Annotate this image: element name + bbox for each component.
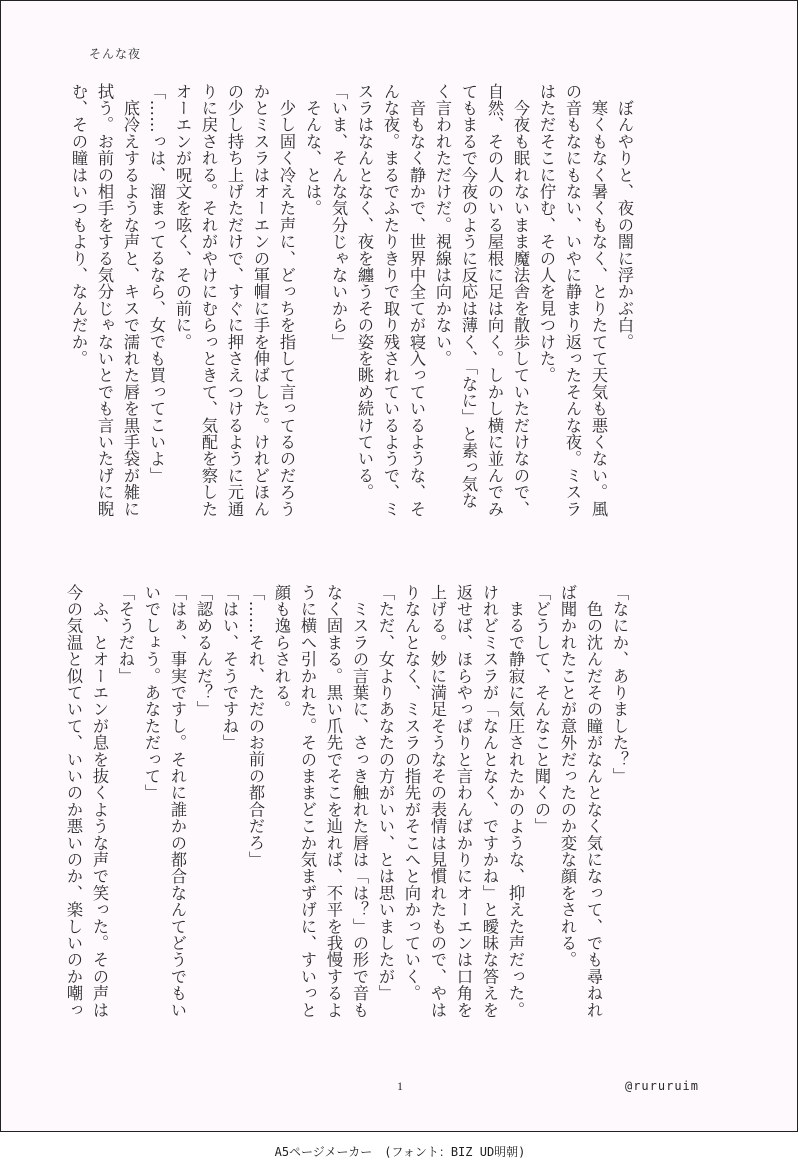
text-line: 「はぁ、事実ですし。それに誰かの都合なんてどうでもい xyxy=(168,584,187,1019)
text-line: スラはなんとなく、夜を纏うその姿を眺め続けている。 xyxy=(355,83,374,501)
text-line: の少し持ち上げただけで、すぐに押さえつけるように元通 xyxy=(225,83,244,518)
text-line: 色の沈んだその瞳がなんとなく気になって、でも尋ねれ xyxy=(584,584,603,1019)
text-line: そんな、とは。 xyxy=(303,83,322,217)
page-number: 1 xyxy=(397,1079,403,1093)
text-line: ば聞かれたことが意外だったのか変な顔をされる。 xyxy=(558,584,577,969)
text-block-bottom xyxy=(64,584,632,1049)
text-line: いでしょう。あなただって」 xyxy=(142,584,161,802)
text-line: む、その瞳はいつもより、なんだか。 xyxy=(69,83,88,367)
text-line: ぼんやりと、夜の闇に浮かぶ白。 xyxy=(615,83,634,351)
text-line: 「認めるんだ？」 xyxy=(194,584,213,718)
generator-caption: A5ページメーカー (フォント：BIZ UD明朝) xyxy=(274,1145,526,1159)
text-line: 自然、その人のいる屋根に足は向く。しかし横に並んでみ xyxy=(485,83,504,518)
text-line: 寒くもなく暑くもなく、とりたてて天気も悪くない。風 xyxy=(589,83,608,518)
text-line: 「……それ、ただのお前の都合だろ」 xyxy=(246,584,265,868)
text-line: 顔も逸らされる。 xyxy=(272,584,291,718)
text-line: オーエンが呪文を呟く、その前に。 xyxy=(173,83,192,351)
text-line: うに横へ引かれた。そのままどこか気まずげに、すいっと xyxy=(298,584,317,1019)
text-line: ミスラの言葉に、さっき触れた唇は「は？」の形で音も xyxy=(350,584,369,1019)
text-line: 底冷えするような声と、キスで濡れた唇を黒手袋が雑に xyxy=(121,83,140,518)
text-line: 「はい、そうですね」 xyxy=(220,584,239,751)
text-line: 上げる。妙に満足そうなその表情は見慣れたもので、やは xyxy=(428,584,447,1019)
text-block-top xyxy=(69,83,637,551)
text-line: 「ただ、女よりあなたの方がいい、とは思いましたが」 xyxy=(376,584,395,1002)
text-line: 拭う。お前の相手をする気分じゃないとでも言いたげに睨 xyxy=(95,83,114,518)
text-line: く言われただけだ。視線は向かない。 xyxy=(433,83,452,367)
text-line: てもまるで今夜のように反応は薄く、「なに」と素っ気な xyxy=(459,83,478,510)
text-line: 今夜も眠れないまま魔法舎を散歩していただけなので、 xyxy=(511,83,530,518)
text-line: けれどミスラが「なんとなく、ですかね」と曖昧な答えを xyxy=(480,584,499,1019)
text-line: りなんとなく、ミスラの指先がそこへと向かっていく。 xyxy=(402,584,421,1002)
text-line: 「いま、そんな気分じゃないから」 xyxy=(329,83,348,351)
text-line: ふ、とオーエンが息を抜くような声で笑った。その声は xyxy=(90,584,109,1019)
text-line: りに戻される。それがやけにむらっときて、気配を察した xyxy=(199,83,218,518)
text-line: 音もなく静かで、世界中全てが寝入っているような、そ xyxy=(407,83,426,518)
text-line: なく固まる。黒い爪先でそこを辿れば、不平を我慢するよ xyxy=(324,584,343,1019)
text-line: 「そうだね」 xyxy=(116,584,135,685)
author-handle: @rururuim xyxy=(624,1079,699,1093)
text-line: 「なにか、ありました？」 xyxy=(610,584,629,785)
text-line: 今の気温と似ていて、いいのか悪いのか、楽しいのか嘲っ xyxy=(64,584,83,1019)
text-line: 少し固く冷えた声に、どっちを指して言ってるのだろう xyxy=(277,83,296,518)
text-line: 「どうして、そんなこと聞くの」 xyxy=(532,584,551,835)
text-line: の音もなにもない、いやに静まり返ったそんな夜。ミスラ xyxy=(563,83,582,518)
text-line: かとミスラはオーエンの軍帽に手を伸ばした。けれどほん xyxy=(251,83,270,518)
text-line: 返せば、ほらやっぱりと言わんばかりにオーエンは口角を xyxy=(454,584,473,1019)
text-line: んな夜。まるでふたりきりで取り残されているようで、ミ xyxy=(381,83,400,518)
text-line: まるで静寂に気圧されたかのような、抑えた声だった。 xyxy=(506,584,525,1019)
page-header-title: そんな夜 xyxy=(89,47,142,61)
text-line: 「……っは、溜まってるなら、女でも買ってこいよ」 xyxy=(147,83,166,484)
text-line: はただそこに佇む、その人を見つけた。 xyxy=(537,83,556,384)
